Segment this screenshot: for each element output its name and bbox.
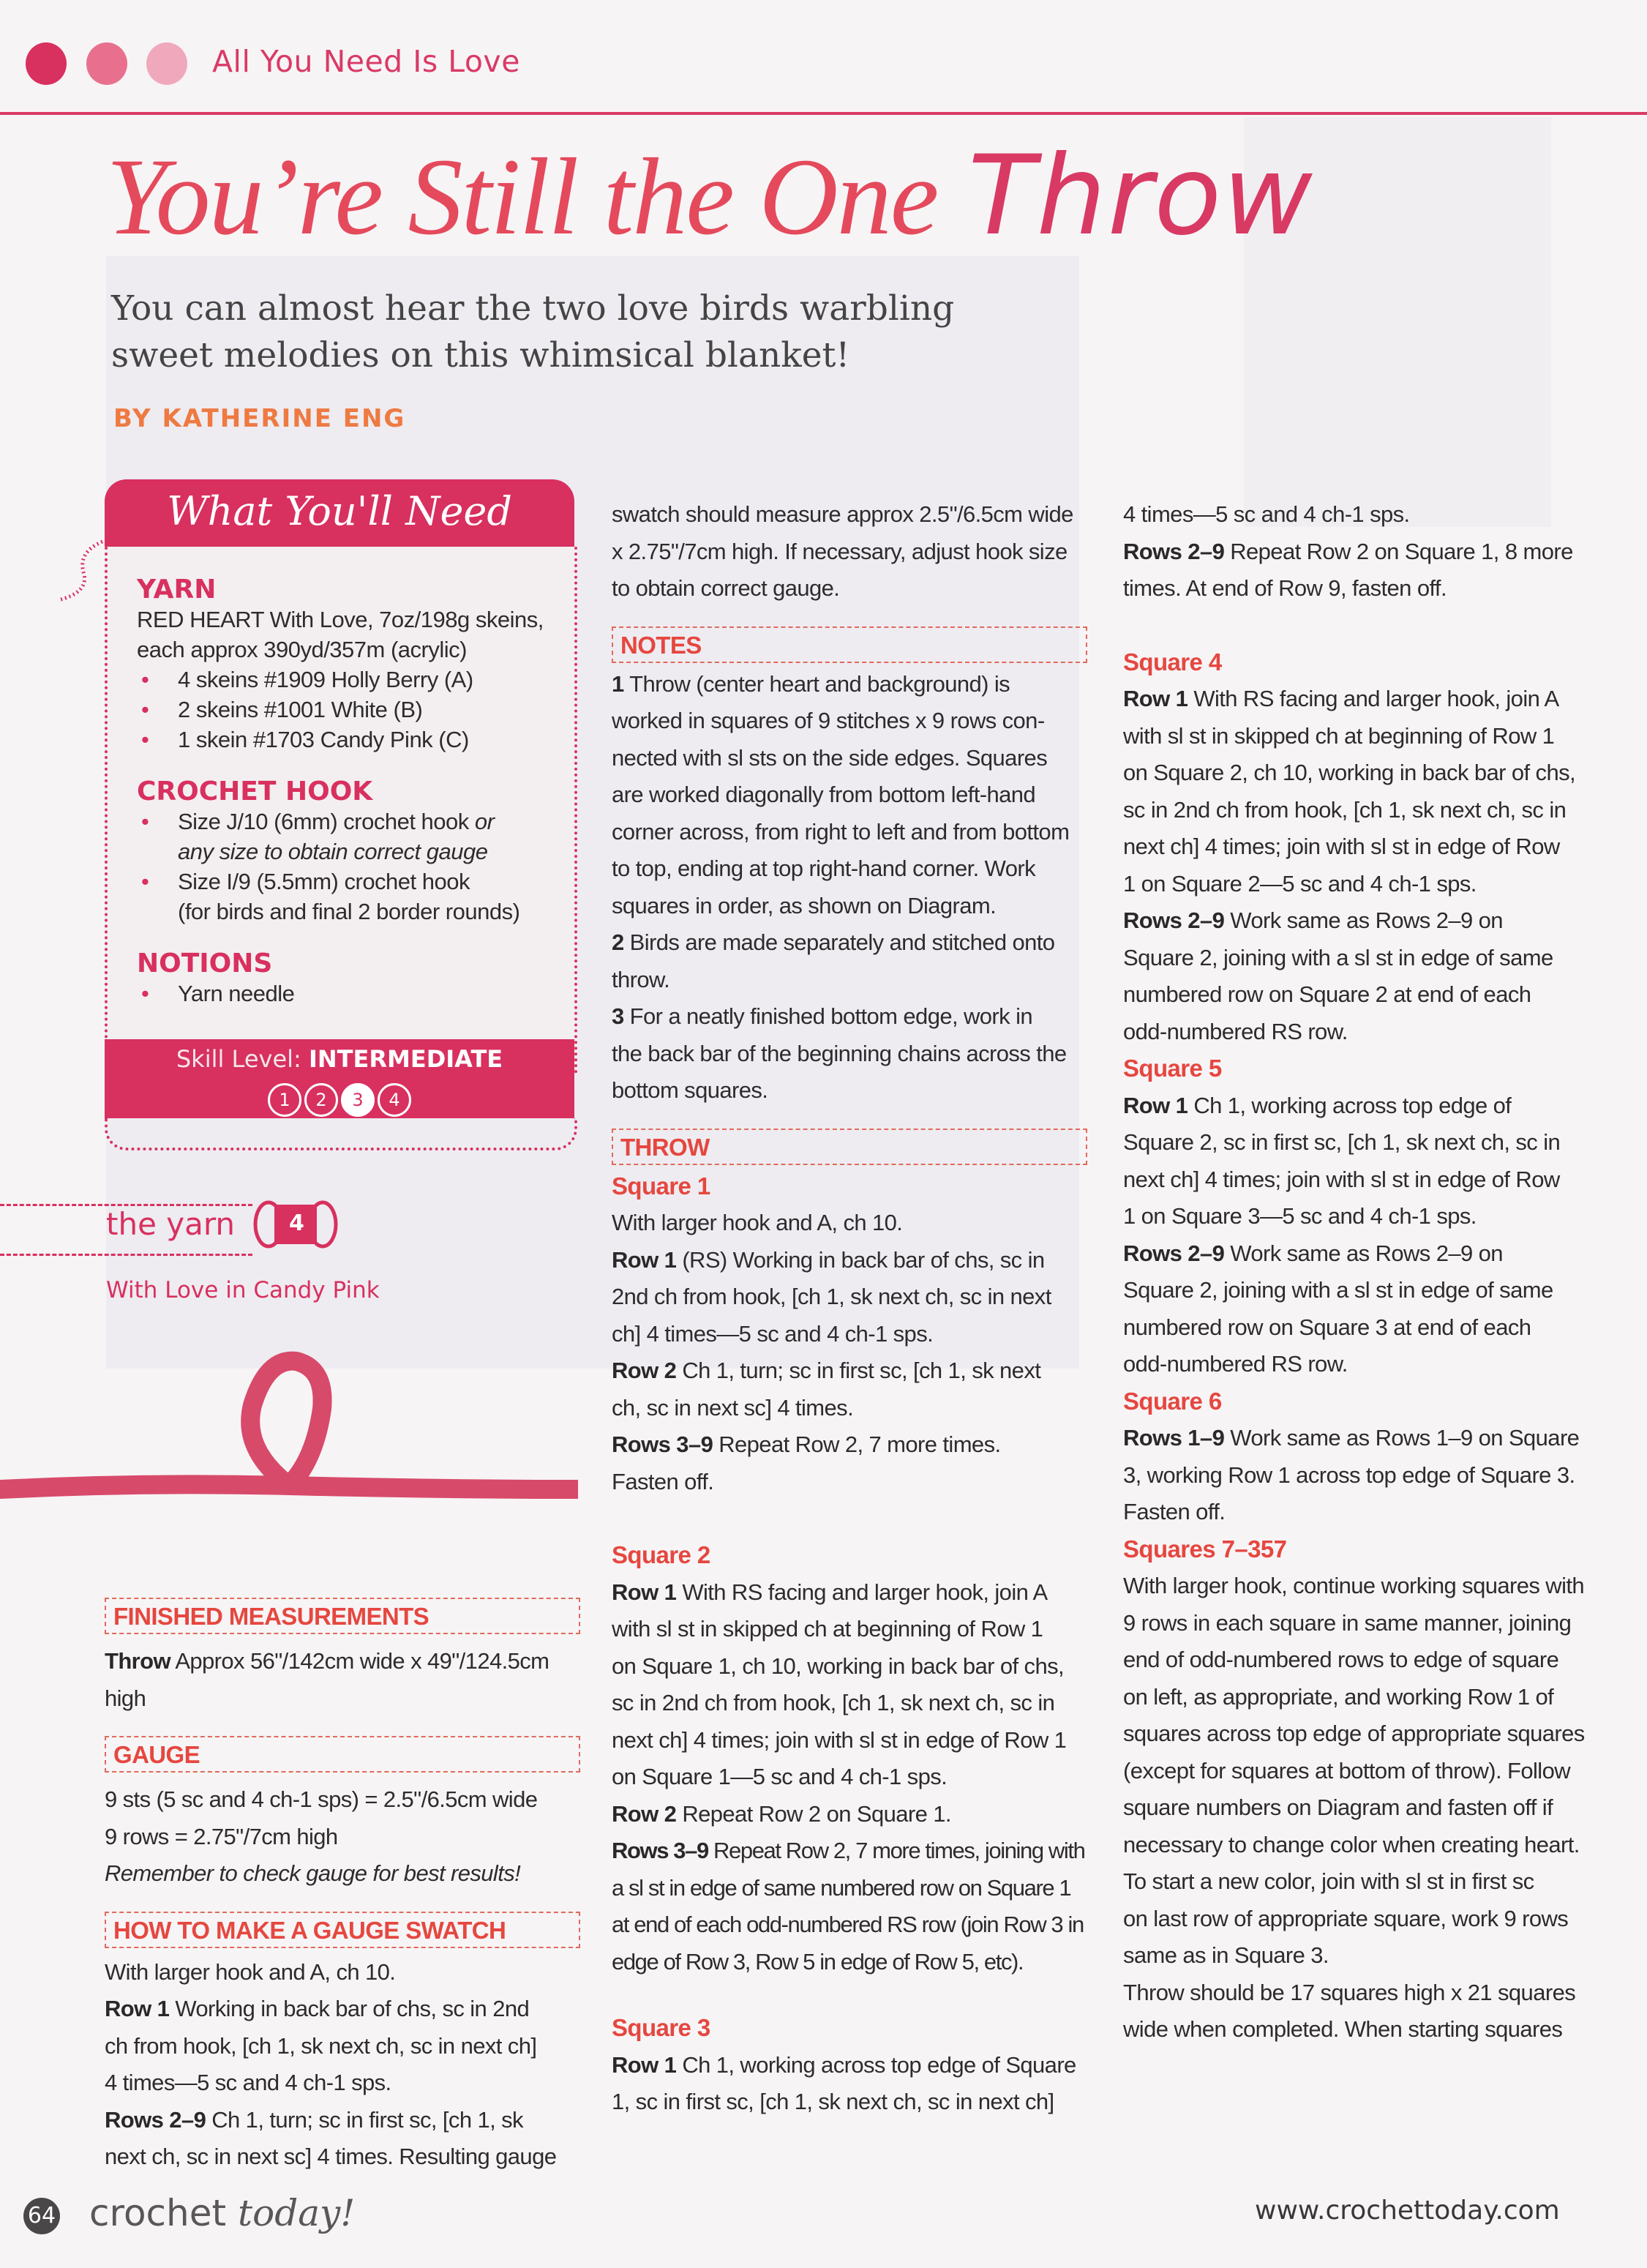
squares-7-357-line: same as in Square 3. xyxy=(1123,1942,1329,1968)
yarn-desc: RED HEART With Love, 7oz/198g skeins, xyxy=(137,607,544,632)
skill-circle-1: 1 xyxy=(268,1083,301,1117)
bullet-icon: • xyxy=(141,981,149,1006)
gauge-swatch-header xyxy=(105,1912,580,1948)
squares-7-357-line: necessary to change color when creating heart. xyxy=(1123,1831,1580,1857)
squares-7-357-line: To start a new color, join with sl st in first sc xyxy=(1123,1868,1534,1894)
yarn-weight-number: 4 xyxy=(289,1210,304,1236)
note-1-cont: nected with sl sts on the side edges. Squares xyxy=(612,744,1048,771)
square-5-row1: Row 1 Ch 1, working across top edge of xyxy=(1123,1092,1512,1118)
gauge-reminder: Remember to check gauge for best results! xyxy=(105,1860,521,1886)
yarn-weight-icon xyxy=(252,1199,339,1250)
bullet-icon: • xyxy=(141,869,149,894)
square-5-rows29: Rows 2–9 Work same as Rows 2–9 on xyxy=(1123,1240,1503,1266)
square-2-row1-cont: next ch] 4 times; join with sl st in edge of Row 1 xyxy=(612,1726,1067,1753)
note-1-cont: worked in squares of 9 stitches x 9 rows con- xyxy=(612,708,1045,733)
note-1-cont: to top, ending at top right-hand corner. Work xyxy=(612,856,1036,881)
square-1-row2-cont: ch, sc in next sc] 4 times. xyxy=(612,1394,854,1421)
bullet-icon: • xyxy=(141,727,149,752)
squares-7-357-line: With larger hook, continue working squares with xyxy=(1123,1573,1585,1598)
section-kicker: All You Need Is Love xyxy=(212,44,520,79)
square-2-rows39-cont: at end of each odd-numbered RS row (join Row 3 in xyxy=(612,1912,1084,1937)
square-4-row1-cont: on Square 2, ch 10, working in back bar of chs, xyxy=(1123,760,1576,785)
skill-circle-4: 4 xyxy=(378,1083,411,1117)
note-2-cont: throw. xyxy=(612,966,670,992)
square-3-title: Square 3 xyxy=(612,2014,710,2041)
square-4-row1-cont: sc in 2nd ch from hook, [ch 1, sk next ch, sc in xyxy=(1123,796,1567,823)
header-rule xyxy=(0,112,1647,115)
squares-7-357-line: squares across top edge of appropriate squares xyxy=(1123,1721,1585,1746)
square-4-title: Square 4 xyxy=(1123,648,1222,675)
article-subtitle xyxy=(111,285,1062,379)
square-5-row1-cont: next ch] 4 times; join with sl st in edge of Row xyxy=(1123,1166,1560,1192)
square-4-row1: Row 1 With RS facing and larger hook, join A xyxy=(1123,686,1559,711)
swatch-intro: With larger hook and A, ch 10. xyxy=(105,1958,396,1985)
yarn-item: • 4 skeins #1909 Holly Berry (A) xyxy=(137,665,561,695)
yarn-callout-label: the yarn xyxy=(106,1206,236,1242)
right-column xyxy=(1123,496,1599,2048)
skill-level-circles xyxy=(105,1083,574,1117)
note-1-cont: squares in order, as shown on Diagram. xyxy=(612,892,997,918)
squares-7-357-line: (except for squares at bottom of throw). Follow xyxy=(1123,1757,1571,1784)
swatch-row1: Row 1 Working in back bar of chs, sc in 2nd xyxy=(105,1996,530,2021)
swatch-cont: x 2.75"/7cm high. If necessary, adjust hook size xyxy=(612,538,1068,564)
yarn-item: • 2 skeins #1001 White (B) xyxy=(137,695,561,725)
square-6-title: Square 6 xyxy=(1123,1387,1222,1415)
note-2: 2 Birds are made separately and stitched onto xyxy=(612,929,1055,955)
hook-heading: CROCHET HOOK xyxy=(137,776,373,806)
article-title xyxy=(106,132,1314,260)
note-1: 1 Throw (center heart and background) is xyxy=(612,670,1010,697)
yarn-desc: each approx 390yd/357m (acrylic) xyxy=(137,637,467,662)
square-4-row1-cont: with sl st in skipped ch at beginning of Row 1 xyxy=(1123,722,1555,749)
yarn-callout-description: With Love in Candy Pink xyxy=(106,1277,380,1303)
bullet-icon: • xyxy=(141,667,149,692)
what-youll-need-box xyxy=(105,479,574,1160)
throw-header xyxy=(612,1129,1087,1165)
squares-7-357-title: Squares 7–357 xyxy=(1123,1535,1287,1562)
swatch-cont: swatch should measure approx 2.5"/6.5cm wide xyxy=(612,501,1073,527)
skill-value: INTERMEDIATE xyxy=(308,1045,503,1073)
squares-7-357-line: square numbers on Diagram and fasten off if xyxy=(1123,1794,1553,1820)
gauge-line: 9 rows = 2.75"/7cm high xyxy=(105,1823,338,1849)
notes-header xyxy=(612,626,1087,663)
needs-title: What You'll Need xyxy=(167,488,512,534)
square-2-rows39-cont: a sl st in edge of same numbered row on Square 1 xyxy=(612,1874,1071,1901)
square-5-title: Square 5 xyxy=(1123,1055,1222,1082)
header-dot-1 xyxy=(26,42,67,85)
section-heading: NOTES xyxy=(620,631,702,659)
gauge-header xyxy=(105,1736,580,1773)
square-1-row1-cont: 2nd ch from hook, [ch 1, sk next ch, sc in next xyxy=(612,1284,1051,1309)
yarn-heading: YARN xyxy=(137,575,217,605)
skill-level xyxy=(105,1045,574,1073)
subtitle-line: You can almost hear the two love birds warbling xyxy=(111,288,955,329)
hook-item: • Size J/10 (6mm) crochet hook or any size to obtain correct gauge xyxy=(137,806,561,867)
gauge-line: 9 sts (5 sc and 4 ch-1 sps) = 2.5"/6.5cm wide xyxy=(105,1786,538,1812)
bullet-icon: • xyxy=(141,697,149,722)
squares-7-357-line: on last row of appropriate square, work 9 rows xyxy=(1123,1905,1569,1931)
skill-circle-2: 2 xyxy=(304,1083,338,1117)
square-4-row1-cont: next ch] 4 times; join with sl st in edge of Row xyxy=(1123,834,1560,859)
needs-header xyxy=(105,479,574,547)
notions-heading: NOTIONS xyxy=(137,948,273,978)
yarn-item: • 1 skein #1703 Candy Pink (C) xyxy=(137,725,561,755)
square-4-rows29-cont: odd-numbered RS row. xyxy=(1123,1018,1348,1044)
hook-item: • Size I/9 (5.5mm) crochet hook (for birds and final 2 border rounds) xyxy=(137,867,561,927)
square-1-row1: Row 1 (RS) Working in back bar of chs, sc in xyxy=(612,1246,1045,1273)
square-3-row1-cont: 4 times—5 sc and 4 ch-1 sps. xyxy=(1123,501,1410,527)
needs-bottom-border xyxy=(105,1118,577,1150)
square-6-rows19-cont: 3, working Row 1 across top edge of Square 3. xyxy=(1123,1462,1575,1488)
swatch-rows29: Rows 2–9 Ch 1, turn; sc in first sc, [ch 1, sk xyxy=(105,2106,523,2133)
square-2-row1-cont: on Square 1, ch 10, working in back bar of chs, xyxy=(612,1653,1065,1679)
square-2-row1-cont: with sl st in skipped ch at beginning of Row 1 xyxy=(612,1616,1043,1642)
subtitle-line: sweet melodies on this whimsical blanket! xyxy=(111,335,850,375)
header-dot-2 xyxy=(86,42,127,85)
square-2-title: Square 2 xyxy=(612,1541,710,1568)
square-4-rows29-cont: numbered row on Square 2 at end of each xyxy=(1123,981,1531,1007)
square-2-rows39-cont: edge of Row 3, Row 5 in edge of Row 5, etc). xyxy=(612,1948,1024,1975)
square-2-row1-cont: on Square 1—5 sc and 4 ch-1 sps. xyxy=(612,1764,948,1789)
square-3-row1-cont: 1, sc in first sc, [ch 1, sk next ch, sc in next ch] xyxy=(612,2089,1054,2114)
square-3-row1: Row 1 Ch 1, working across top edge of Square xyxy=(612,2051,1076,2078)
byline: BY KATHERINE ENG xyxy=(113,404,406,433)
magazine-logo: crochet today! xyxy=(89,2192,356,2234)
note-3: 3 For a neatly finished bottom edge, work in xyxy=(612,1003,1033,1029)
middle-column xyxy=(612,496,1087,2121)
square-5-rows29-cont: Square 2, joining with a sl st in edge of same xyxy=(1123,1277,1553,1303)
square-5-row1-cont: Square 2, sc in first sc, [ch 1, sk next ch, sc in xyxy=(1123,1129,1561,1155)
squares-7-357-line: Throw should be 17 squares high x 21 squares xyxy=(1123,1979,1576,2005)
title-italic: You’re Still the One xyxy=(106,136,938,258)
finished-measurements-header xyxy=(105,1598,580,1634)
note-1-cont: corner across, from right to left and from bottom xyxy=(612,818,1070,845)
title-light: Throw xyxy=(968,132,1314,260)
swatch-row1-cont: ch from hook, [ch 1, sk next ch, sc in next ch] xyxy=(105,2032,537,2059)
square-4-rows29: Rows 2–9 Work same as Rows 2–9 on xyxy=(1123,907,1503,933)
square-6-rows19: Rows 1–9 Work same as Rows 1–9 on Square xyxy=(1123,1425,1580,1451)
squares-7-357-line: wide when completed. When starting squares xyxy=(1123,2016,1563,2042)
square-1-rows39-cont: Fasten off. xyxy=(612,1468,714,1494)
squares-7-357-line: on left, as appropriate, and working Row 1 of xyxy=(1123,1683,1554,1710)
website-link[interactable]: www.crochettoday.com xyxy=(1255,2196,1560,2226)
square-2-row1: Row 1 With RS facing and larger hook, join A xyxy=(612,1579,1048,1605)
square-3-rows29-cont: times. At end of Row 9, fasten off. xyxy=(1123,575,1447,601)
bullet-icon: • xyxy=(141,809,149,834)
square-4-row1-cont: 1 on Square 2—5 sc and 4 ch-1 sps. xyxy=(1123,870,1477,897)
square-2-row2: Row 2 Repeat Row 2 on Square 1. xyxy=(612,1800,951,1827)
square-2-row1-cont: sc in 2nd ch from hook, [ch 1, sk next ch, sc in xyxy=(612,1690,1055,1715)
squiggle-decoration-icon xyxy=(55,538,106,604)
squares-7-357-line: end of odd-numbered rows to edge of square xyxy=(1123,1647,1559,1672)
header-dot-3 xyxy=(146,42,187,85)
notions-item: • Yarn needle xyxy=(137,978,561,1008)
yarn-dash-bottom xyxy=(0,1254,252,1256)
square-5-rows29-cont: numbered row on Square 3 at end of each xyxy=(1123,1314,1531,1340)
needs-body xyxy=(105,547,577,1074)
swatch-rows29-cont: next ch, sc in next sc] 4 times. Resulting gauge xyxy=(105,2144,557,2169)
square-4-rows29-cont: Square 2, joining with a sl st in edge of same xyxy=(1123,944,1553,970)
yarn-strand-image xyxy=(0,1339,578,1530)
note-3-cont: the back bar of the beginning chains across the xyxy=(612,1040,1067,1066)
square-5-row1-cont: 1 on Square 3—5 sc and 4 ch-1 sps. xyxy=(1123,1203,1477,1229)
square-1-row2: Row 2 Ch 1, turn; sc in first sc, [ch 1, sk next xyxy=(612,1358,1041,1383)
swatch-row1-cont: 4 times—5 sc and 4 ch-1 sps. xyxy=(105,2070,391,2095)
squares-7-357-line: 9 rows in each square in same manner, joining xyxy=(1123,1609,1572,1636)
note-1-cont: are worked diagonally from bottom left-hand xyxy=(612,782,1036,807)
page-number: 64 xyxy=(23,2198,60,2234)
section-heading: GAUGE xyxy=(113,1741,200,1768)
skill-circle-3-selected: 3 xyxy=(341,1083,375,1117)
square-1-rows39: Rows 3–9 Repeat Row 2, 7 more times. xyxy=(612,1431,1001,1457)
finished-text: Throw Approx 56"/142cm wide x 49"/124.5cm high xyxy=(105,1648,549,1711)
square-6-rows19-cont: Fasten off. xyxy=(1123,1499,1226,1524)
square-2-rows39: Rows 3–9 Repeat Row 2, 7 more times, joining with xyxy=(612,1838,1085,1863)
square-1-row1-cont: ch] 4 times—5 sc and 4 ch-1 sps. xyxy=(612,1320,934,1347)
left-column xyxy=(105,1598,580,2176)
swatch-cont: to obtain correct gauge. xyxy=(612,575,840,601)
skill-label: Skill Level: xyxy=(176,1045,301,1073)
square-3-rows29: Rows 2–9 Repeat Row 2 on Square 1, 8 more xyxy=(1123,538,1573,564)
section-heading: HOW TO MAKE A GAUGE SWATCH xyxy=(113,1916,506,1944)
section-heading: THROW xyxy=(620,1133,710,1161)
note-3-cont: bottom squares. xyxy=(612,1077,768,1103)
square-1-title: Square 1 xyxy=(612,1172,710,1200)
square-5-rows29-cont: odd-numbered RS row. xyxy=(1123,1351,1348,1377)
section-heading: FINISHED MEASUREMENTS xyxy=(113,1603,429,1630)
square-1-intro: With larger hook and A, ch 10. xyxy=(612,1210,903,1235)
